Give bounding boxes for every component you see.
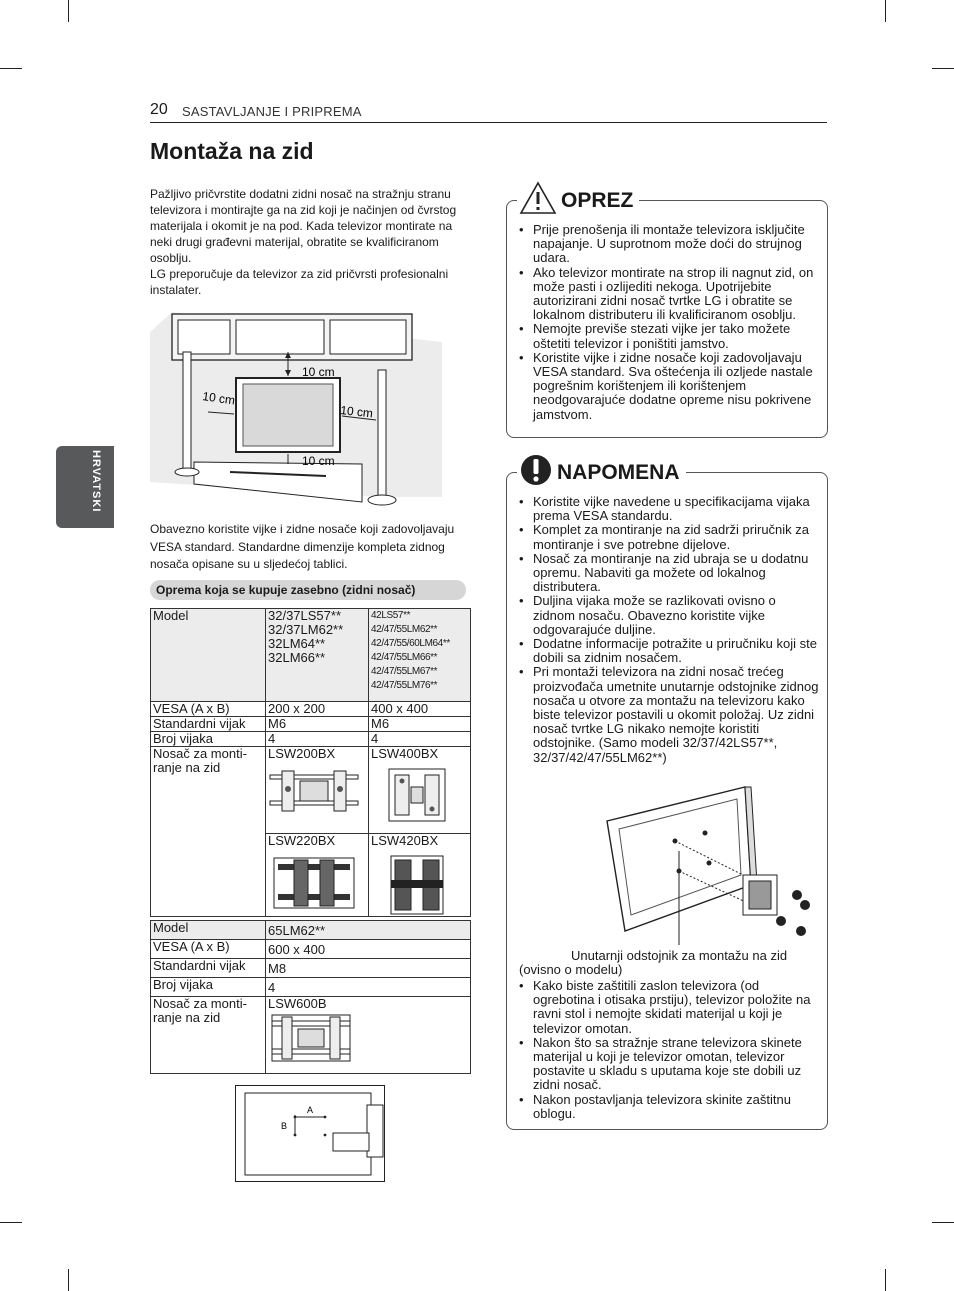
table-row [151, 978, 471, 997]
bracket-spec-table-2 [150, 920, 471, 1074]
note-box [506, 461, 828, 1130]
model-name: 42/47/55LM67** [371, 666, 438, 677]
note-title: NAPOMENA [557, 461, 680, 484]
mount-cell [369, 834, 471, 917]
wall-bracket-image [268, 854, 360, 912]
bracket-spec-table-1 [150, 608, 471, 917]
model-group-b [369, 609, 471, 702]
wall-bracket-image [268, 1013, 354, 1063]
intro-paragraph: Pažljivo pričvrstite dodatni zidni nosač na stražnju stranu televizora i montirajte ga na zid koji je načinjen od čvrstog materijala i okomit je na pod. Kada televizor montirate na neki drugi građevni materijal, obratite se kvalificiranom osoblju. [150, 187, 457, 265]
screw-count-value: 4 [369, 732, 471, 747]
bottom-clearance-label: 10 cm [302, 454, 335, 468]
table-row [151, 959, 471, 978]
wall-clearance-diagram [150, 312, 442, 510]
table-row [151, 997, 471, 1074]
screw-value: M8 [266, 959, 471, 978]
list-item: • Nemojte previše stezati vijke jer tako možete oštetiti televizor i poništiti jamstvo. [517, 322, 819, 350]
crop-mark [932, 1222, 954, 1223]
page-header [150, 100, 827, 123]
crop-mark [0, 1222, 22, 1223]
caution-list [517, 223, 819, 422]
language-tab-label: HRVATSKI [90, 450, 102, 513]
table-row [151, 940, 471, 959]
dimension-a-label: A [307, 1105, 314, 1115]
caution-box [506, 189, 828, 438]
list-item: • Nakon postavljanja televizora skinite zaštitnu oblogu. [517, 1093, 819, 1121]
model-name: 32LM64** [268, 636, 326, 651]
model-name: 32/37LS57** [268, 608, 342, 623]
list-item: • Koristite vijke i zidne nosače koji zadovoljavaju VESA standard. Sva oštećenja ili ozljede nastale pogrešnim korištenjem ili korištenjem neodgovarajuće dodatne opreme nisu pokrivene jamstvom. [517, 351, 819, 422]
section-title: SASTAVLJANJE I PRIPREMA [182, 104, 362, 119]
vesa-note: Obavezno koristite vijke i zidne nosače koji zadovoljavaju VESA standard. Standardne dimenzije kompleta zidnog nosača opisane su u sljedećoj tablici. [150, 522, 455, 571]
screw-count-label: Broj vijaka [151, 732, 266, 747]
left-clearance-label: 10 cm [201, 389, 236, 408]
model-label: Model [151, 609, 266, 702]
list-item: • Duljina vijaka može se razlikovati ovisno o zidnom nosaču. Obavezno koristite vijke odgovarajuće duljine. [517, 594, 819, 637]
table-row [151, 732, 471, 747]
crop-mark [885, 0, 886, 22]
mount-model: LSW220BX [268, 833, 336, 848]
screw-value: M6 [369, 717, 471, 732]
table-row [151, 702, 471, 717]
right-clearance-label: 10 cm [339, 403, 374, 421]
model-label: Model [151, 921, 266, 940]
optional-equipment-label: Oprema koja se kupuje zasebno (zidni nosač) [150, 580, 466, 600]
model-group-a [266, 609, 369, 702]
list-item: • Komplet za montiranje na zid sadrži priručnik za montiranje i sve potrebne dijelove. [517, 523, 819, 551]
model-name: 65LM62** [266, 921, 471, 940]
screw-label: Standardni vijak [151, 717, 266, 732]
mount-cell [369, 747, 471, 834]
page-title: Montaža na zid [150, 138, 314, 164]
spacer-caption: Unutarnji odstojnik za montažu na zid (ovisno o modelu) [519, 948, 788, 978]
mount-model: LSW400BX [371, 746, 439, 761]
list-item: • Kako biste zaštitili zaslon televizora (od ogrebotina i otisaka prstiju), televizor položite na ravni stol i nemojte skidati materijal u koji je televizor omotan. [517, 979, 819, 1036]
wall-mount-label: Nosač za monti-ranje na zid [151, 747, 266, 917]
crop-mark [68, 1269, 69, 1291]
top-clearance-label: 10 cm [302, 365, 335, 379]
intro-recommendation: LG preporučuje da televizor za zid pričvrsti profesionalni instalater. [150, 267, 449, 297]
crop-mark [68, 0, 69, 22]
caution-title: OPREZ [561, 189, 634, 212]
model-name: 42/47/55LM76** [371, 680, 438, 691]
model-name: 32/37LM62** [268, 622, 344, 637]
tv-back-spacer-illustration [605, 785, 815, 945]
vesa-label: VESA (A x B) [151, 940, 266, 959]
mount-model: LSW600B [268, 996, 327, 1011]
wall-mount-label: Nosač za monti-ranje na zid [151, 997, 266, 1074]
wall-bracket-image [371, 854, 463, 916]
mount-model: LSW200BX [268, 746, 336, 761]
wall-bracket-image [371, 767, 463, 823]
mount-cell [266, 747, 369, 834]
vesa-value: 400 x 400 [369, 702, 471, 717]
language-tab [56, 446, 114, 528]
dimension-b-label: B [281, 1121, 288, 1131]
table-row [151, 609, 471, 702]
note-list-continued [517, 979, 819, 1121]
exclamation-circle-icon [519, 453, 553, 487]
mount-cell [266, 997, 471, 1074]
list-item: • Prije prenošenja ili montaže televizora isključite napajanje. U suprotnom može doći do strujnog udara. [517, 223, 819, 266]
model-name: 42/47/55LM62** [371, 624, 438, 635]
model-name: 42/47/55/60LM64** [371, 638, 450, 649]
list-item: • Nosač za montiranje na zid ubraja se u dodatnu opremu. Nabaviti ga možete od lokalnog distributera. [517, 552, 819, 595]
list-item: • Dodatne informacije potražite u priručniku koji ste dobili sa zidnim nosačem. [517, 637, 819, 665]
crop-mark [885, 1269, 886, 1291]
screw-count-value: 4 [266, 732, 369, 747]
crop-mark [0, 68, 22, 69]
wall-bracket-image [268, 767, 360, 817]
table-row [151, 747, 471, 834]
vesa-ab-diagram [235, 1085, 385, 1182]
list-item: • Ako televizor montirate na strop ili nagnut zid, on može pasti i ozlijediti nekoga. Upotrijebite autorizirani zidni nosač tvrtke LG i obratite se lokalnom distributeru ili kvalificiranom osoblju. [517, 266, 819, 323]
model-name: 42LS57** [371, 610, 411, 621]
caution-header [517, 175, 639, 215]
model-name: 42/47/55LM66** [371, 652, 438, 663]
list-item: • Pri montaži televizora na zidni nosač trećeg proizvođača umetnite unutarnje odstojnike zidnog nosača u otvore za montažu na televizoru kako biste televizor postavili u okomit položaj. Uz zidni nosač tvrtke LG nikako nemojte koristiti odstojnike. (Samo modeli 32/37/42LS57**, 32/37/42/47/55LM62**) [517, 665, 819, 764]
warning-triangle-icon [519, 181, 557, 215]
model-name: 32LM66** [268, 650, 326, 665]
mount-model: LSW420BX [371, 833, 439, 848]
vesa-value: 600 x 400 [266, 940, 471, 959]
vesa-value: 200 x 200 [266, 702, 369, 717]
list-item: • Koristite vijke navedene u specifikacijama vijaka prema VESA standardu. [517, 495, 819, 523]
screw-value: M6 [266, 717, 369, 732]
page-number: 20 [150, 101, 168, 118]
table-row [151, 921, 471, 940]
screw-label: Standardni vijak [151, 959, 266, 978]
note-header [517, 447, 686, 487]
crop-mark [932, 68, 954, 69]
table-row [151, 717, 471, 732]
mount-cell [266, 834, 369, 917]
screw-count-label: Broj vijaka [151, 978, 266, 997]
note-list [517, 495, 819, 765]
vesa-label: VESA (A x B) [151, 702, 266, 717]
list-item: • Nakon što sa stražnje strane televizora skinete materijal u koji je televizor omotan, televizor postavite u skladu s uputama koje ste dobili uz zidni nosač. [517, 1036, 819, 1093]
screw-count-value: 4 [266, 978, 471, 997]
